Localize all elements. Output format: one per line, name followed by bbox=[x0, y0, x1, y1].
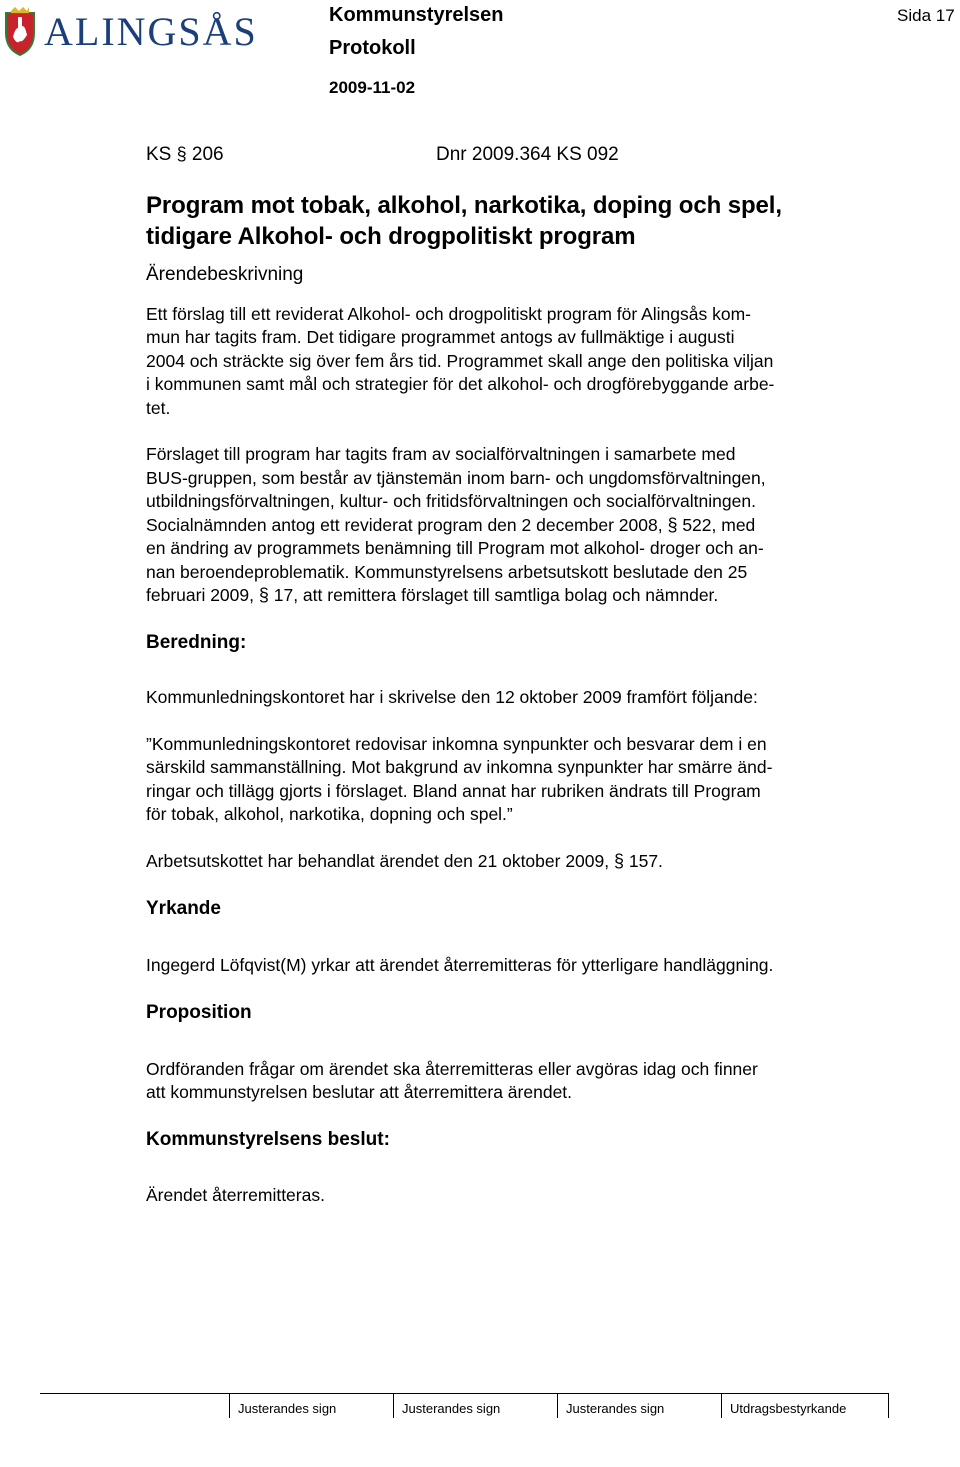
section-symbol: § bbox=[258, 585, 269, 605]
ks-paragraph-number: KS § 206 bbox=[146, 144, 224, 165]
beredning-intro: Kommunledningskontoret har i skrivelse den 12 oktober 2009 framfört följande: bbox=[146, 687, 758, 707]
signature-field-label: Justerandes sign bbox=[566, 1401, 665, 1416]
certification-field-label: Utdragsbestyrkande bbox=[730, 1401, 847, 1416]
footer-divider bbox=[557, 1393, 558, 1418]
arbetsutskott-note: Arbetsutskottet har behandlat ärendet den 21 oktober 2009, § 157. bbox=[146, 850, 663, 871]
section-symbol: § bbox=[176, 144, 187, 164]
header-organization: Kommunstyrelsen bbox=[329, 4, 504, 26]
page-number: Sida 17 bbox=[897, 6, 955, 25]
protocol-body bbox=[146, 140, 891, 1208]
footer-divider bbox=[229, 1393, 230, 1418]
case-reference-line bbox=[146, 140, 891, 170]
footer-divider bbox=[721, 1393, 722, 1418]
heading-proposition: Proposition bbox=[146, 1002, 252, 1023]
description-paragraph: Ett förslag till ett reviderat Alkohol- och drogpolitiskt program för Alingsås kom- mun har tagits fram. Det tidigare programmet antogs av fullmäktige i augusti 2004 och sträckte sig över fem års tid. Programmet skall ange den politiska viljan i kommunen samt mål och strategier för det alkohol- och drogförebyggande arbe- tet. bbox=[146, 303, 775, 418]
beslut-text: Ärendet återremitteras. bbox=[146, 1185, 325, 1205]
yrkande-text: Ingegerd Löfqvist(M) yrkar att ärendet återremitteras för ytterligare handläggning. bbox=[146, 954, 774, 975]
section-symbol: § bbox=[667, 514, 678, 535]
beredning-quote: ”Kommunledningskontoret redovisar inkomna synpunkter och besvarar dem i en särskild sammanställning. Mot bakgrund av inkomna synpunkter har smärre änd- ringar och tillägg gjorts i förslaget. Bland annat har rubriken ändrats till Program för tobak, alkohol, narkotika, dopning och spel.” bbox=[146, 733, 773, 824]
heading-beslut: Kommunstyrelsens beslut: bbox=[146, 1128, 390, 1150]
coat-of-arms-icon bbox=[2, 7, 38, 57]
header-date: 2009-11-02 bbox=[329, 78, 416, 97]
proposition-text: Ordföranden frågar om ärendet ska återremitteras eller avgöras idag och finner att kommunstyrelsen beslutar att återremittera ärendet. bbox=[146, 1058, 758, 1102]
footer-divider bbox=[393, 1393, 394, 1418]
section-symbol: § bbox=[613, 850, 624, 871]
heading-beredning: Beredning: bbox=[146, 631, 247, 653]
municipality-logo bbox=[2, 6, 258, 58]
signature-field-label: Justerandes sign bbox=[402, 1401, 501, 1416]
case-title bbox=[146, 190, 891, 252]
diary-number: Dnr 2009.364 KS 092 bbox=[436, 144, 619, 165]
heading-arendebeskrivning: Ärendebeskrivning bbox=[146, 264, 304, 285]
title-line: Program mot tobak, alkohol, narkotika, doping och spel, bbox=[146, 192, 782, 219]
header-document-type: Protokoll bbox=[329, 37, 416, 59]
footer-divider bbox=[888, 1393, 889, 1418]
heading-yrkande: Yrkande bbox=[146, 898, 221, 919]
title-line: tidigare Alkohol- och drogpolitiskt program bbox=[146, 223, 636, 250]
logo-wordmark: ALINGSÅS bbox=[44, 9, 258, 54]
signature-field-label: Justerandes sign bbox=[238, 1401, 337, 1416]
background-paragraph: Förslaget till program har tagits fram av socialförvaltningen i samarbete med BUS-gruppen, som består av tjänstemän inom barn- och ungdomsförvaltningen, utbildningsförvaltningen, kultur- och fritidsförvaltningen och socialförvaltningen. Socialnämnden antog ett reviderat program den 2 december 2008, § 522, med en ändring av programmets benämning till Program mot alkohol- droger och an- nan beroendeproblematik. Kommunstyrelsens arbetsutskott beslutade den 25 februari 2009, § 17, att remittera förslaget till samtliga bolag och nämnder. bbox=[146, 444, 766, 605]
footer-rule bbox=[40, 1393, 889, 1394]
